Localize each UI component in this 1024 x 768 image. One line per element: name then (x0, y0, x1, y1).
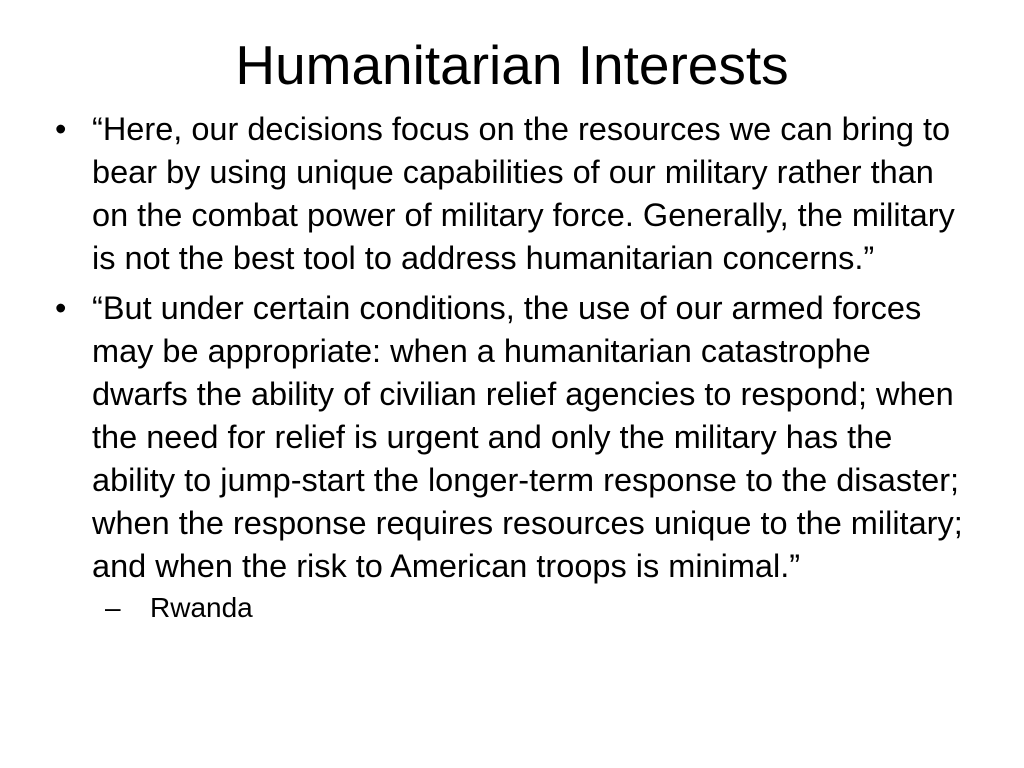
bullet-text-2: “But under certain conditions, the use of our armed forces may be appropriate: when a humanitarian catastrophe dwarfs the ability of civilian relief agencies to respond; when the need for relief is urgent and only the military has the ability to jump-start the longer-term response to the disaster; when the response requires resources unique to the military; and when the risk to American troops is minimal.” (92, 290, 963, 584)
sub-bullet-text-1: Rwanda (150, 592, 253, 623)
bullet-dot-icon: • (55, 290, 67, 326)
slide-title: Humanitarian Interests (235, 34, 789, 96)
bullet-item-1 (55, 108, 975, 280)
sub-bullet-item-1 (105, 590, 975, 626)
bullet-dot-icon: • (55, 111, 67, 147)
bullet-text-1: “Here, our decisions focus on the resources we can bring to bear by using unique capabilities of our military rather than on the combat power of military force. Generally, the military is not the best tool to address humanitarian concerns.” (92, 111, 955, 276)
bullet-list (55, 108, 975, 633)
sub-bullet-list (92, 590, 975, 626)
bullet-item-2 (55, 287, 975, 626)
dash-icon: – (105, 592, 121, 623)
